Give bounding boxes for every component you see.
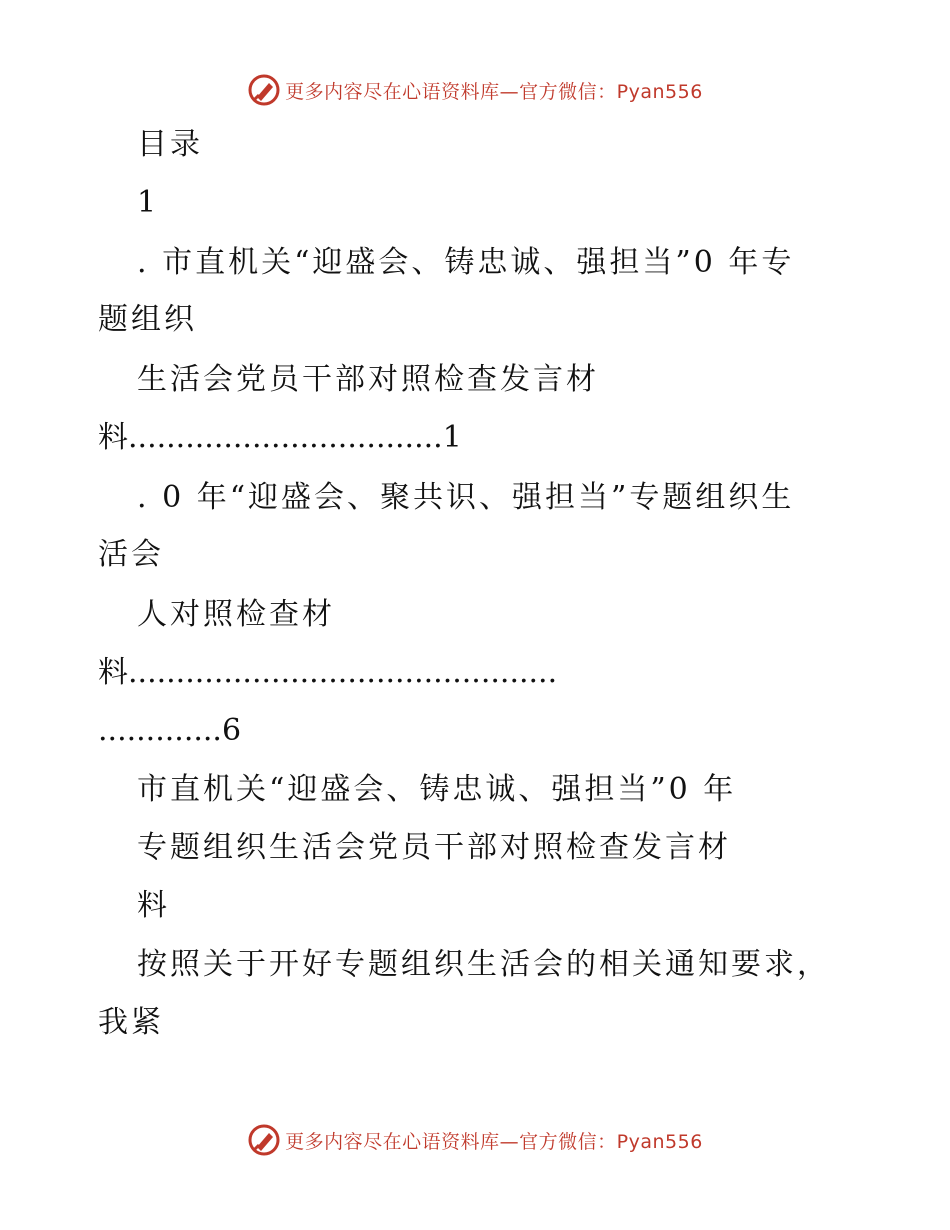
pen-nib-logo-icon bbox=[247, 73, 281, 107]
header-banner bbox=[0, 70, 950, 110]
section-title-line-2: 专题组织生活会党员干部对照检查发言材 bbox=[137, 830, 731, 865]
toc-entry-2-line-3: 人对照检查材 bbox=[137, 597, 335, 632]
header-banner-text: 更多内容尽在心语资料库—官方微信：Pyan556 bbox=[285, 80, 703, 103]
body-paragraph-line-2: 我紧 bbox=[98, 1005, 164, 1040]
toc-entry-2-line-1: . 0 年“迎盛会、聚共识、强担当”专题组织生 bbox=[137, 480, 795, 515]
toc-entry-2-leader: 料............................................. bbox=[98, 655, 558, 690]
toc-entry-1-line-2: 题组织 bbox=[98, 302, 197, 337]
footer-banner-text: 更多内容尽在心语资料库—官方微信：Pyan556 bbox=[285, 1130, 703, 1153]
toc-title: 目录 bbox=[137, 127, 203, 162]
section-title-line-3: 料 bbox=[137, 888, 170, 923]
toc-entry-1-line-3: 生活会党员干部对照检查发言材 bbox=[137, 362, 599, 397]
pen-nib-logo-icon bbox=[247, 1123, 281, 1157]
section-title-line-1: 市直机关“迎盛会、铸忠诚、强担当”0 年 bbox=[137, 772, 737, 807]
toc-number: 1 bbox=[137, 185, 160, 220]
toc-entry-1-leader: 料.................................1 bbox=[98, 420, 462, 455]
toc-entry-2-line-2: 活会 bbox=[98, 537, 164, 572]
body-paragraph-line-1: 按照关于开好专题组织生活会的相关通知要求， bbox=[137, 947, 830, 982]
toc-entry-2-page: .............6 bbox=[98, 713, 242, 748]
footer-banner bbox=[0, 1120, 950, 1160]
toc-entry-1-line-1: . 市直机关“迎盛会、铸忠诚、强担当”0 年专 bbox=[137, 245, 795, 280]
